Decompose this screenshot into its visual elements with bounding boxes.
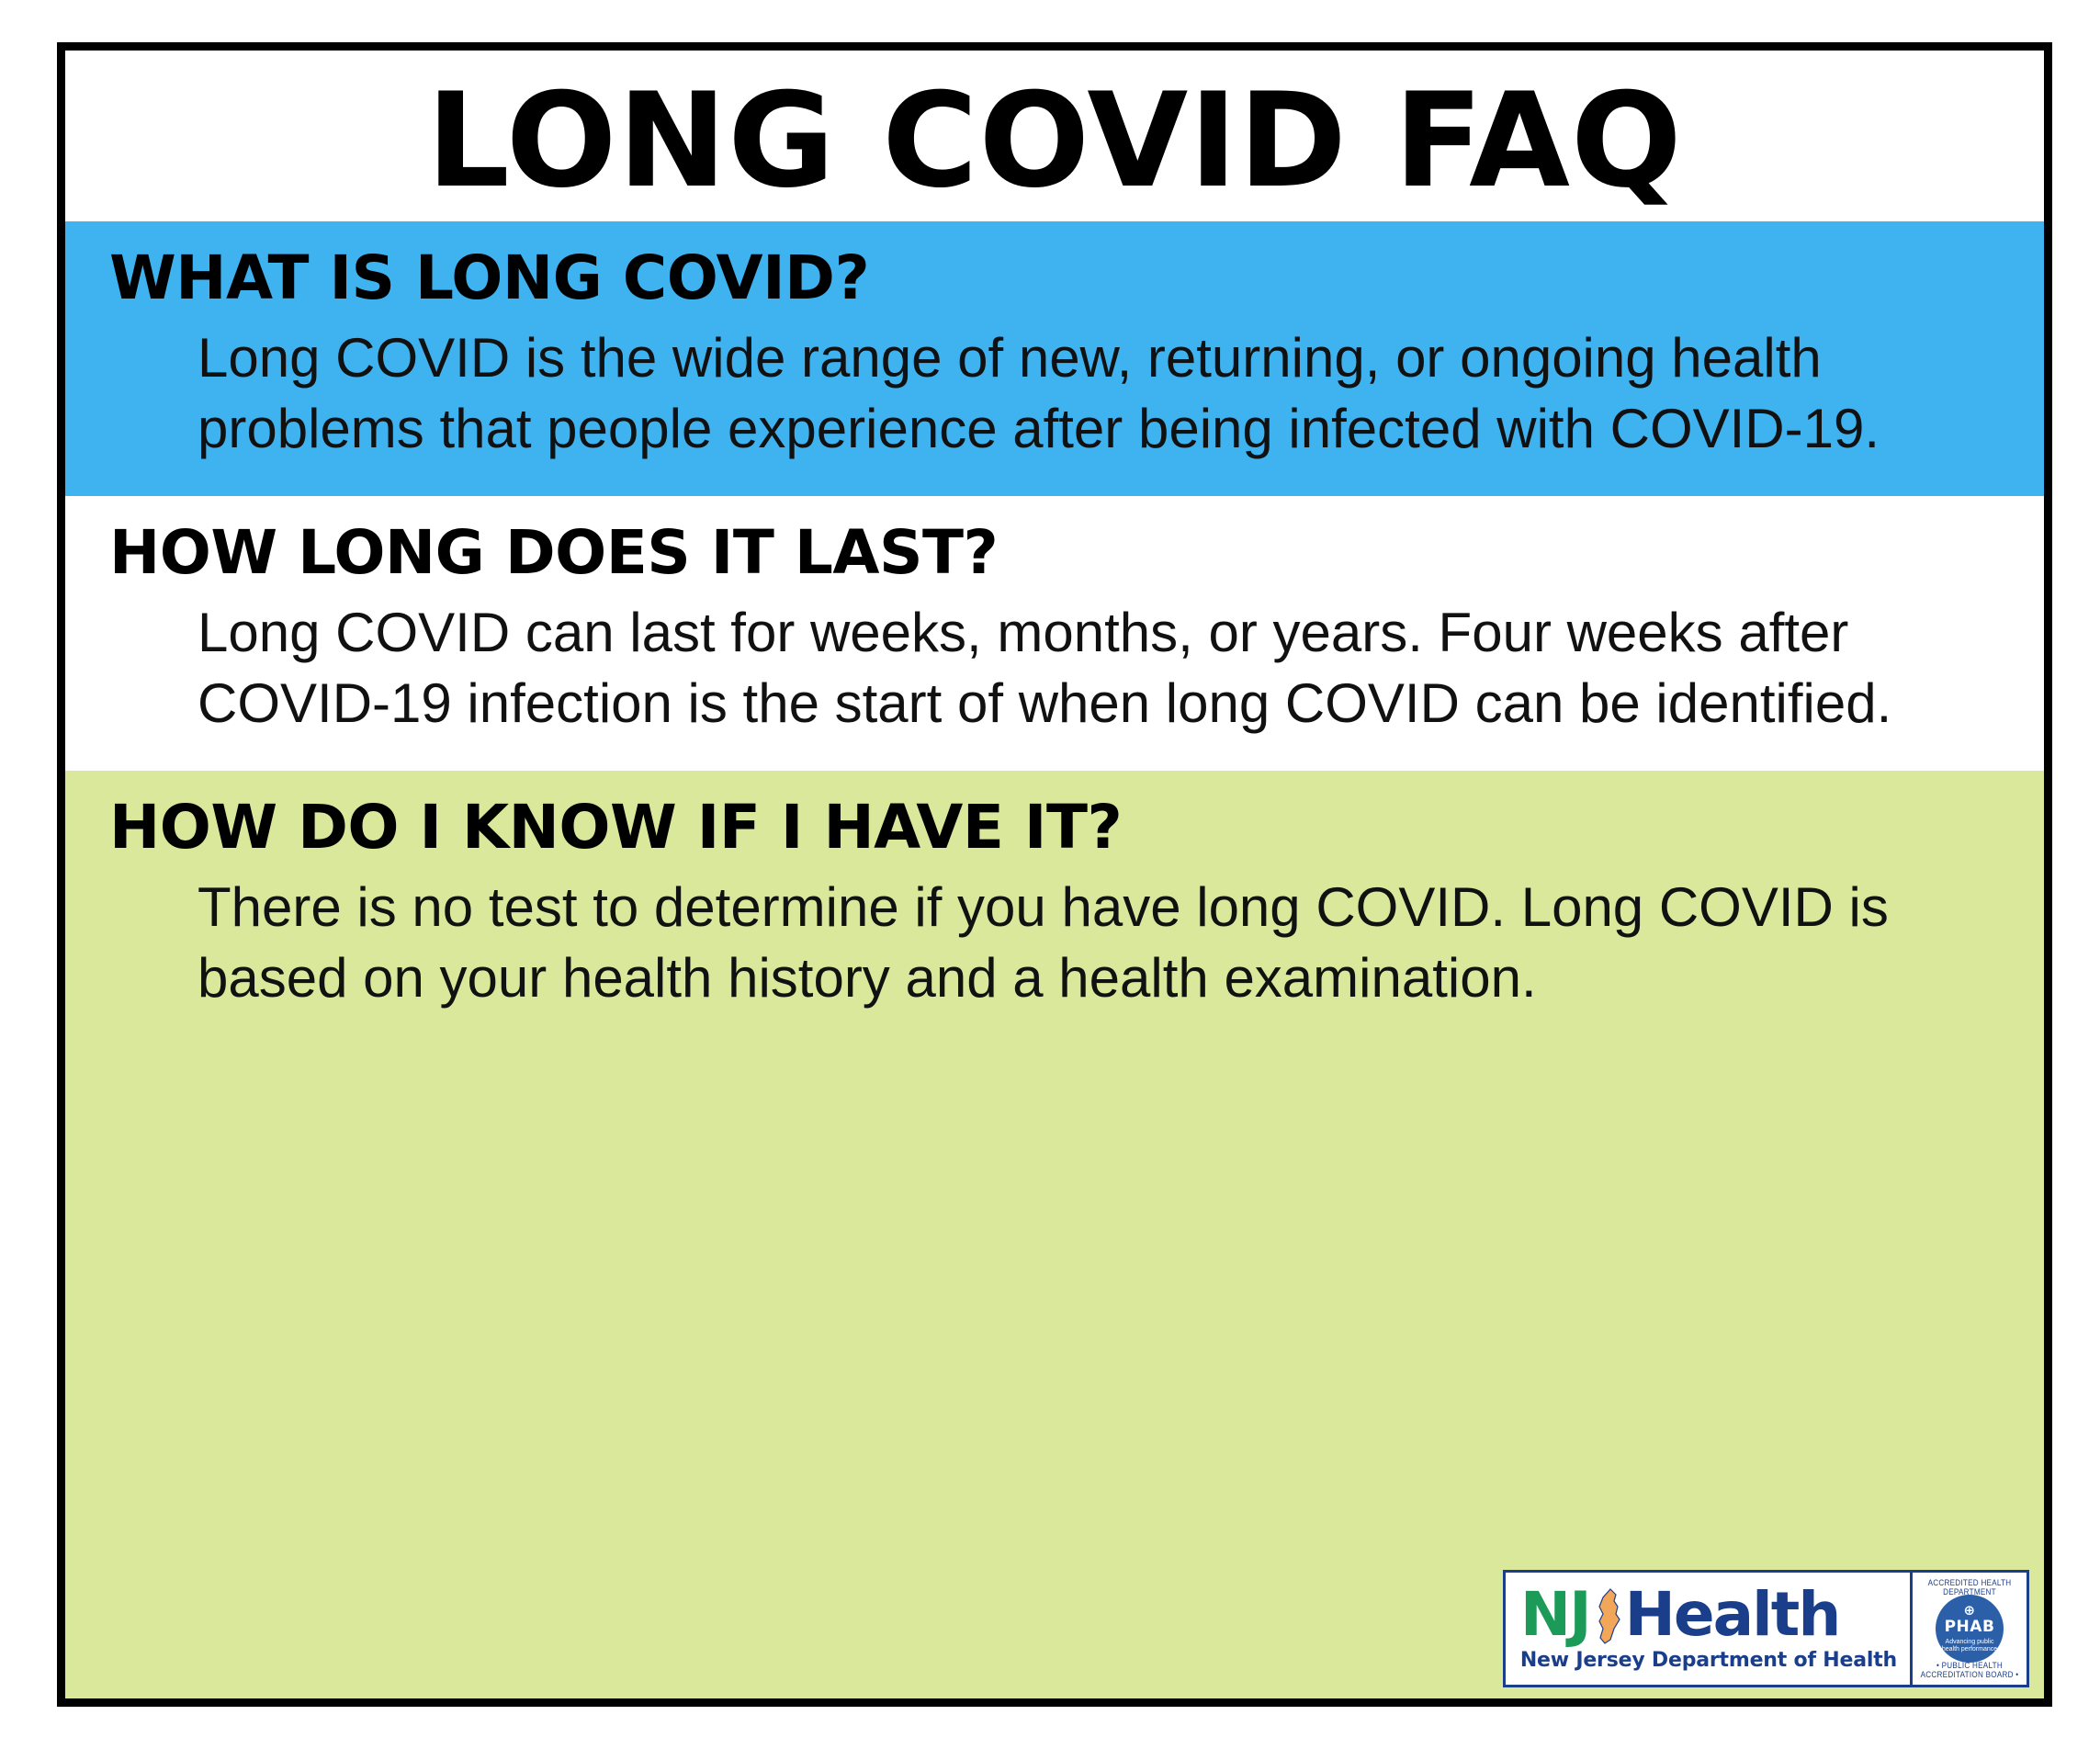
faq-section-how-do-i-know-if-i-have-it: [65, 771, 2044, 1045]
phab-mark-icon: ⊕: [1963, 1601, 1976, 1619]
nj-health-wordmark: [1503, 1570, 1913, 1687]
new-jersey-state-outline-icon: [1592, 1588, 1623, 1645]
title-band: [65, 51, 2044, 221]
faq-section-what-is-long-covid: [65, 221, 2044, 496]
health-text: Health: [1624, 1578, 1840, 1650]
faq-section-how-long-does-it-last: [65, 496, 2044, 771]
phab-ring-text: [1913, 1573, 2027, 1685]
poster-frame: [57, 42, 2052, 1707]
faq-answer: Long COVID can last for weeks, months, or years. Four weeks after COVID-19 infection is the start of when long COVID can be identified.: [198, 602, 1892, 734]
department-name: New Jersey Department of Health: [1519, 1648, 1897, 1672]
phab-tagline: Advancing public health performance: [1941, 1639, 1998, 1653]
phab-ring-bottom: • PUBLIC HEALTH ACCREDITATION BOARD •: [1920, 1661, 2019, 1679]
faq-question: HOW DO I KNOW IF I HAVE IT?: [109, 791, 1123, 863]
nj-health-wordmark-top: [1519, 1578, 1897, 1650]
nj-text: NJ: [1519, 1578, 1590, 1650]
phab-ring-top: ACCREDITED HEALTH DEPARTMENT: [1927, 1578, 2012, 1596]
faq-answer: There is no test to determine if you have long COVID. Long COVID is based on your health history and a health examination.: [198, 875, 1889, 1009]
faq-question: HOW LONG DOES IT LAST?: [109, 516, 999, 588]
phab-label: PHAB: [1944, 1618, 1995, 1637]
faq-answer: Long COVID is the wide range of new, returning, or ongoing health problems that people experience after being infected with COVID-19.: [198, 327, 1880, 460]
phab-accreditation-seal: [1913, 1570, 2029, 1687]
page-title: LONG COVID FAQ: [426, 65, 1683, 217]
nj-health-logo: [1503, 1570, 2029, 1687]
faq-question: WHAT IS LONG COVID?: [109, 243, 870, 313]
